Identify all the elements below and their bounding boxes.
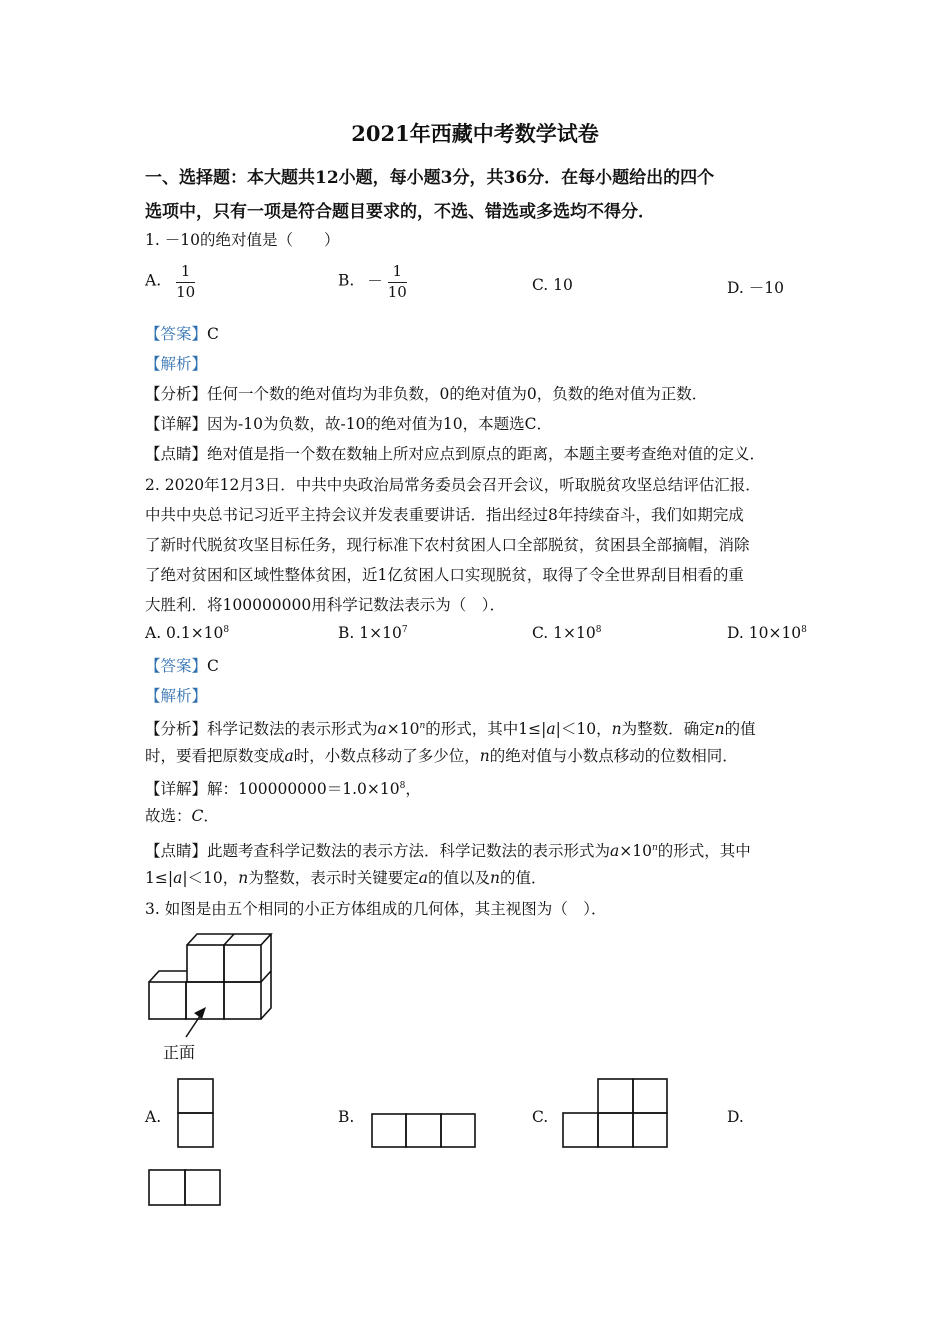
q1-option-b-sign: －: [367, 271, 383, 290]
q2-option-a[interactable]: [145, 624, 229, 642]
q1-option-b[interactable]: [338, 262, 407, 301]
q2-fenxi2-var-a: a: [284, 747, 294, 765]
q2-option-a-exp: 8: [223, 624, 230, 635]
q2-dianjing-times: ×10: [619, 842, 652, 861]
q2-xiangjie: [145, 775, 421, 800]
q3-c-cell-top-2: [633, 1079, 667, 1113]
q2-dianjing2-e: 的值．: [500, 869, 547, 887]
q2-dianjing2-a: 1≤|: [145, 869, 174, 887]
q2-answer: [145, 655, 219, 677]
q2-dianjing2-c: 为整数，表示时关键要定: [248, 869, 419, 887]
q3-c-cell-bottom-2: [598, 1113, 633, 1147]
q2-answer-value: C: [207, 657, 219, 675]
q2-jiexi-tag: 【解析】: [145, 687, 208, 705]
q2-option-d-exp: 8: [801, 624, 807, 635]
q2-fenxi2-c: 的绝对值与小数点移动的位数相同．: [489, 747, 738, 765]
q1-fenxi-text: 任何一个数的绝对值均为非负数，0的绝对值为0，负数的绝对值为正数．: [207, 385, 708, 403]
cube-bottom-middle: [186, 982, 224, 1019]
q1-option-a-numerator: 1: [176, 262, 195, 283]
q1-option-b-numerator: 1: [388, 262, 407, 283]
q2-dianjing-a: 此题考查科学记数法的表示方法．科学记数法的表示形式为: [207, 842, 611, 861]
q3-option-c-label[interactable]: C.: [532, 1108, 549, 1126]
q2-dianjing-tag: 【点睛】: [145, 842, 208, 861]
q1-fenxi: [145, 383, 707, 405]
cube-bottom-right: [224, 982, 261, 1019]
q3-a-cell-bottom: [178, 1113, 213, 1147]
q1-option-a-denominator: 10: [176, 283, 196, 301]
cube-top-divider: [224, 934, 234, 945]
q2-answer-tag: 【答案】: [145, 657, 208, 675]
q1-option-b-denominator: 10: [387, 283, 407, 301]
q1-option-a[interactable]: [145, 262, 195, 301]
q2-guxuan-var: C: [191, 807, 204, 825]
q1-option-d[interactable]: D. －10: [727, 279, 784, 297]
q3-c-cell-bottom-3: [633, 1113, 667, 1147]
q3-option-c-figure[interactable]: [560, 1076, 670, 1151]
q2-xiangjie-text: 解：100000000＝1.0×10: [207, 780, 400, 799]
q3-b-cell-3: [441, 1114, 475, 1147]
q2-option-b-exp: 7: [401, 624, 408, 635]
q2-fenxi-a: 科学记数法的表示形式为: [207, 720, 378, 739]
q3-b-cell-1: [372, 1114, 406, 1147]
q1-option-c[interactable]: C. 10: [532, 276, 573, 294]
q3-d-cell-2: [185, 1170, 220, 1205]
q2-fenxi2-a: 时，要看把原数变成: [145, 747, 285, 765]
q2-fenxi-var-a: a: [377, 720, 387, 739]
q2-jiexi: [145, 685, 207, 707]
q1-answer-value: C: [207, 325, 219, 343]
q2-dianjing-b: 的形式，其中: [657, 842, 751, 861]
q3-option-d-label[interactable]: D.: [727, 1108, 744, 1126]
q1-answer: [145, 323, 219, 345]
q1-answer-tag: 【答案】: [145, 325, 208, 343]
q2-fenxi2-var-n: n: [479, 747, 490, 765]
q1-fenxi-tag: 【分析】: [145, 385, 208, 403]
cube-bottom-top-face: [149, 971, 187, 982]
q2-dianjing2-var-a: a: [173, 869, 183, 887]
q2-fenxi-var-a2: a: [546, 720, 556, 739]
q1-xiangjie-tag: 【详解】: [145, 415, 208, 433]
q3-d-cell-1: [149, 1170, 185, 1205]
q3-front-label: 正面: [163, 1043, 196, 1062]
q1-dianjing: [145, 443, 765, 465]
q2-fenxi-line1: [145, 715, 756, 740]
q2-stem-line3: 了新时代脱贫攻坚目标任务，现行标准下农村贫困人口全部脱贫，贫困县全部摘帽，消除: [145, 536, 750, 554]
q3-option-a-label[interactable]: A.: [145, 1108, 162, 1126]
q2-stem-line4: 了绝对贫困和区域性整体贫困，近1亿贫困人口实现脱贫，取得了令全世界刮目相看的重: [145, 566, 744, 584]
q2-fenxi-line2: [145, 745, 738, 767]
q1-option-b-label: B.: [338, 271, 355, 290]
q2-guxuan: [145, 805, 219, 827]
q2-fenxi-d: 为整数．确定: [621, 720, 715, 739]
q1-jiexi-tag: 【解析】: [145, 355, 208, 373]
cube-bottom-left: [149, 982, 186, 1019]
q2-dianjing2-var-n2: n: [490, 869, 501, 887]
q2-dianjing2-var-n: n: [238, 869, 249, 887]
q3-c-cell-bottom-1: [563, 1113, 598, 1147]
q2-fenxi-var-n2: n: [714, 720, 725, 739]
q2-dianjing-line1: [145, 837, 751, 862]
q2-option-c-exp: 8: [595, 624, 602, 635]
section-heading-line2: 选项中，只有一项是符合题目要求的，不选、错选或多选均不得分．: [145, 202, 655, 222]
q2-option-c[interactable]: [532, 624, 601, 642]
q2-stem-line5: 大胜利．将100000000用科学记数法表示为（ ）．: [145, 596, 506, 614]
q2-option-b-text: B. 1×10: [338, 624, 402, 642]
q1-stem: 1. －10的绝对值是（ ）: [145, 231, 340, 249]
q1-dianjing-text: 绝对值是指一个数在数轴上所对应点到原点的距离，本题主要考查绝对值的定义．: [207, 445, 766, 463]
page-title: 2021年西藏中考数学试卷: [351, 121, 599, 146]
q2-dianjing-var-a: a: [610, 842, 620, 861]
q3-b-cell-2: [406, 1114, 441, 1147]
q2-guxuan-a: 故选：: [145, 807, 192, 825]
q3-c-cell-top-1: [598, 1079, 633, 1113]
cube-top-left-front: [187, 945, 224, 982]
q2-xiangjie-exp: 8: [399, 781, 406, 791]
q1-xiangjie-text: 因为-10为负数，故-10的绝对值为10，本题选C．: [207, 415, 553, 433]
q2-xiangjie-tag: 【详解】: [145, 780, 208, 799]
q2-dianjing2-var-a2: a: [418, 869, 429, 887]
q3-option-b-figure[interactable]: [369, 1111, 479, 1151]
q2-fenxi-times: ×10: [386, 720, 420, 739]
q3-option-d-figure[interactable]: [146, 1167, 224, 1209]
q3-stem: 3. 如图是由五个相同的小正方体组成的几何体，其主视图为（ ）．: [145, 900, 607, 918]
q2-xiangjie-end: ，: [405, 780, 421, 799]
q3-option-a-figure[interactable]: [175, 1076, 217, 1151]
cube-top-side: [261, 934, 271, 982]
q1-xiangjie: [145, 413, 552, 435]
q3-a-cell-top: [178, 1079, 213, 1113]
q2-option-d-text: D. 10×10: [727, 624, 802, 642]
q2-fenxi-tag: 【分析】: [145, 720, 208, 739]
q1-option-a-fraction: [176, 262, 195, 301]
front-arrow-icon: [194, 1007, 206, 1019]
q2-stem-line1: 2. 2020年12月3日．中共中央政治局常务委员会召开会议，听取脱贫攻坚总结评估汇报．: [145, 476, 761, 494]
q2-fenxi-e: 的值: [724, 720, 756, 739]
q2-fenxi2-b: 时，小数点移动了多少位，: [293, 747, 480, 765]
q2-dianjing-line2: [145, 867, 547, 889]
q2-dianjing2-b: |＜10，: [182, 869, 239, 887]
q2-option-d[interactable]: [727, 624, 807, 642]
q2-dianjing-exp-n: n: [652, 843, 658, 853]
q1-dianjing-tag: 【点睛】: [145, 445, 208, 463]
q3-option-b-label[interactable]: B.: [338, 1108, 355, 1126]
q2-option-a-text: A. 0.1×10: [145, 624, 224, 642]
q1-jiexi: [145, 353, 207, 375]
q2-fenxi-exp-n: n: [419, 721, 426, 731]
q2-fenxi-var-n: n: [611, 720, 622, 739]
cube-bottom-side: [261, 971, 271, 1019]
q2-fenxi-c: |＜10，: [555, 720, 612, 739]
cube-top-right-front: [224, 945, 261, 982]
q2-option-c-text: C. 1×10: [532, 624, 596, 642]
q1-option-b-fraction: [388, 262, 407, 301]
q2-stem-line2: 中共中央总书记习近平主持会议并发表重要讲话．指出经过8年持续奋斗，我们如期完成: [145, 506, 744, 524]
q2-option-b[interactable]: [338, 624, 408, 642]
section-heading-line1: 一、选择题：本大题共12小题，每小题3分，共36分．在每小题给出的四个: [145, 168, 715, 188]
q2-dianjing2-d: 的值以及: [428, 869, 491, 887]
q2-fenxi-b: 的形式，其中1≤|: [425, 720, 547, 739]
q1-option-a-label: A.: [145, 271, 162, 290]
q2-guxuan-b: ．: [203, 807, 219, 825]
